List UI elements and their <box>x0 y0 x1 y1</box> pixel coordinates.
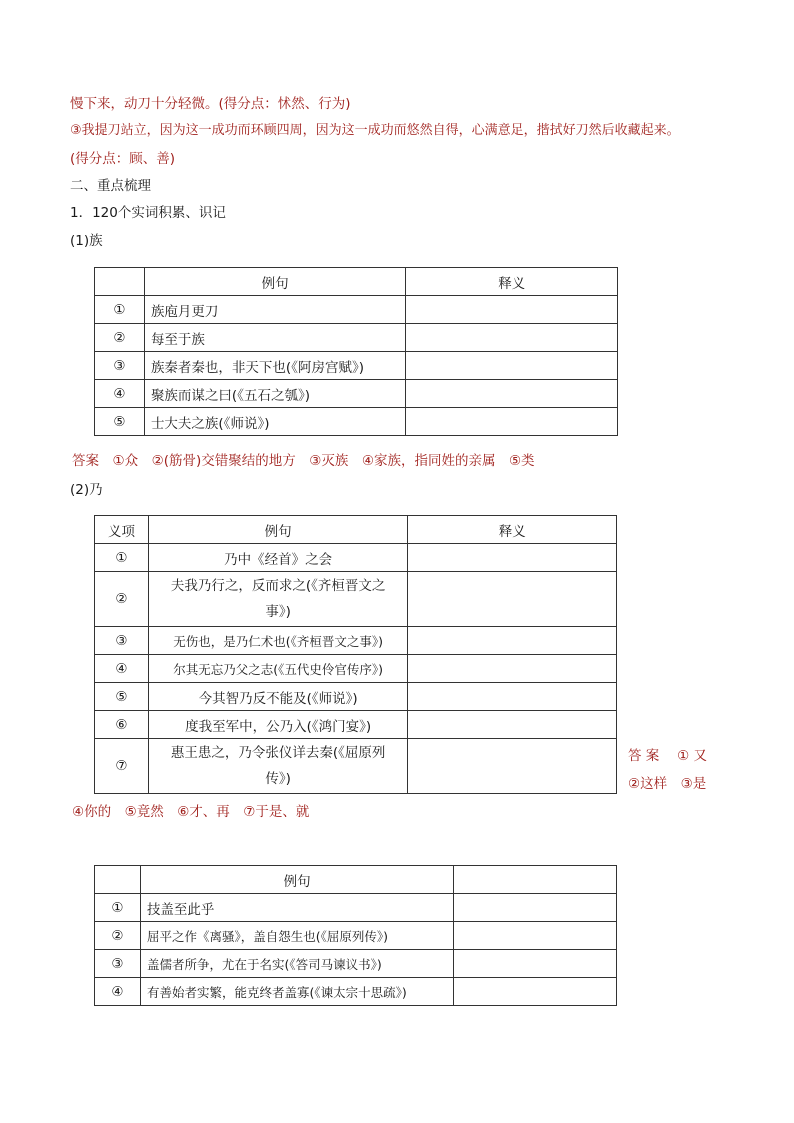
table-row <box>95 978 617 1006</box>
table-header: 例句 <box>148 516 408 544</box>
example-sentence: 盖儒者所争，尤在于名实(《答司马谏议书》) <box>140 950 453 978</box>
example-sentence: 士大夫之族(《师说》) <box>144 408 405 436</box>
example-sentence: 屈平之作《离骚》，盖自怨生也(《屈原列传》) <box>140 922 453 950</box>
definition-cell <box>406 408 618 436</box>
definition-cell <box>454 894 617 922</box>
definition-cell <box>408 572 617 627</box>
example-sentence: 技盖至此乎 <box>140 894 453 922</box>
text-line-2: ③我提刀站立，因为这一成功而环顾四周，因为这一成功而悠然自得，心满意足，揩拭好刀然后收藏起来。 <box>70 123 680 138</box>
row-number: ⑤ <box>95 408 145 436</box>
table-row <box>95 572 617 627</box>
definition-cell <box>408 544 617 572</box>
definition-cell <box>408 711 617 739</box>
table-header: 例句 <box>140 866 453 894</box>
table-row <box>95 352 618 380</box>
table-header <box>95 866 141 894</box>
answer-zu: 答案 ①众 ②(筋骨)交错聚结的地方 ③灭族 ④家族，指同姓的亲属 ⑤类 <box>72 453 535 469</box>
row-number: ② <box>95 922 141 950</box>
word-heading-nai: (2)乃 <box>70 482 103 498</box>
definition-cell <box>454 950 617 978</box>
table-row <box>95 683 617 711</box>
table-nai <box>94 515 617 794</box>
table-row <box>95 408 618 436</box>
example-sentence: 夫我乃行之，反而求之(《齐桓晋文之事》) <box>148 572 408 627</box>
example-sentence: 有善始者实繁，能克终者盖寡(《谏太宗十思疏》) <box>140 978 453 1006</box>
table-row <box>95 544 617 572</box>
answer-nai-continued: ④你的 ⑤竟然 ⑥才、再 ⑦于是、就 <box>72 804 310 820</box>
row-number: ① <box>95 894 141 922</box>
row-number: ④ <box>95 380 145 408</box>
definition-cell <box>406 352 618 380</box>
row-number: ① <box>95 544 149 572</box>
answer-nai-line-2: ②这样 ③是 <box>628 776 707 792</box>
table-header <box>454 866 617 894</box>
example-sentence: 今其智乃反不能及(《师说》) <box>148 683 408 711</box>
example-sentence: 度我至军中，公乃入(《鸿门宴》) <box>148 711 408 739</box>
table-row <box>95 627 617 655</box>
table-row <box>95 380 618 408</box>
example-sentence: 惠王患之，乃令张仪详去秦(《屈原列传》) <box>148 739 408 794</box>
word-heading-zu: (1)族 <box>70 233 103 249</box>
row-number: ③ <box>95 950 141 978</box>
text-line-3: (得分点：顾、善) <box>70 151 176 167</box>
definition-cell <box>406 296 618 324</box>
table-row <box>95 711 617 739</box>
definition-cell <box>408 627 617 655</box>
table-row <box>95 739 617 794</box>
section-heading: 二、重点梳理 <box>70 178 151 194</box>
subsection-heading: 1．120个实词积累、识记 <box>70 205 226 221</box>
example-sentence: 无伤也，是乃仁术也(《齐桓晋文之事》) <box>148 627 408 655</box>
row-number: ② <box>95 324 145 352</box>
example-sentence: 族庖月更刀 <box>144 296 405 324</box>
example-sentence: 聚族而谋之曰(《五石之瓠》) <box>144 380 405 408</box>
definition-cell <box>408 655 617 683</box>
answer-nai-side <box>628 742 707 798</box>
row-number: ③ <box>95 627 149 655</box>
row-number: ⑥ <box>95 711 149 739</box>
definition-cell <box>406 324 618 352</box>
table-header: 例句 <box>144 268 405 296</box>
table-row <box>95 894 617 922</box>
text-line-1: 慢下来，动刀十分轻微。(得分点：怵然、行为) <box>70 96 351 112</box>
table-header: 义项 <box>95 516 149 544</box>
table-row <box>95 655 617 683</box>
definition-cell <box>454 978 617 1006</box>
row-number: ⑤ <box>95 683 149 711</box>
table-gai <box>94 865 617 1006</box>
row-number: ③ <box>95 352 145 380</box>
example-sentence: 尔其无忘乃父之志(《五代史伶官传序》) <box>148 655 408 683</box>
row-number: ④ <box>95 978 141 1006</box>
table-zu <box>94 267 618 436</box>
table-row <box>95 950 617 978</box>
definition-cell <box>406 380 618 408</box>
table-row <box>95 296 618 324</box>
definition-cell <box>408 683 617 711</box>
example-sentence: 每至于族 <box>144 324 405 352</box>
answer-nai-line-1: 答 案 ① 又 <box>628 748 707 764</box>
table-header <box>95 268 145 296</box>
row-number: ⑦ <box>95 739 149 794</box>
example-sentence: 族秦者秦也，非天下也(《阿房宫赋》) <box>144 352 405 380</box>
definition-cell <box>454 922 617 950</box>
example-sentence: 乃中《经首》之会 <box>148 544 408 572</box>
row-number: ④ <box>95 655 149 683</box>
row-number: ② <box>95 572 149 627</box>
table-row <box>95 324 618 352</box>
table-header: 释义 <box>406 268 618 296</box>
definition-cell <box>408 739 617 794</box>
table-header: 释义 <box>408 516 617 544</box>
row-number: ① <box>95 296 145 324</box>
table-row <box>95 922 617 950</box>
